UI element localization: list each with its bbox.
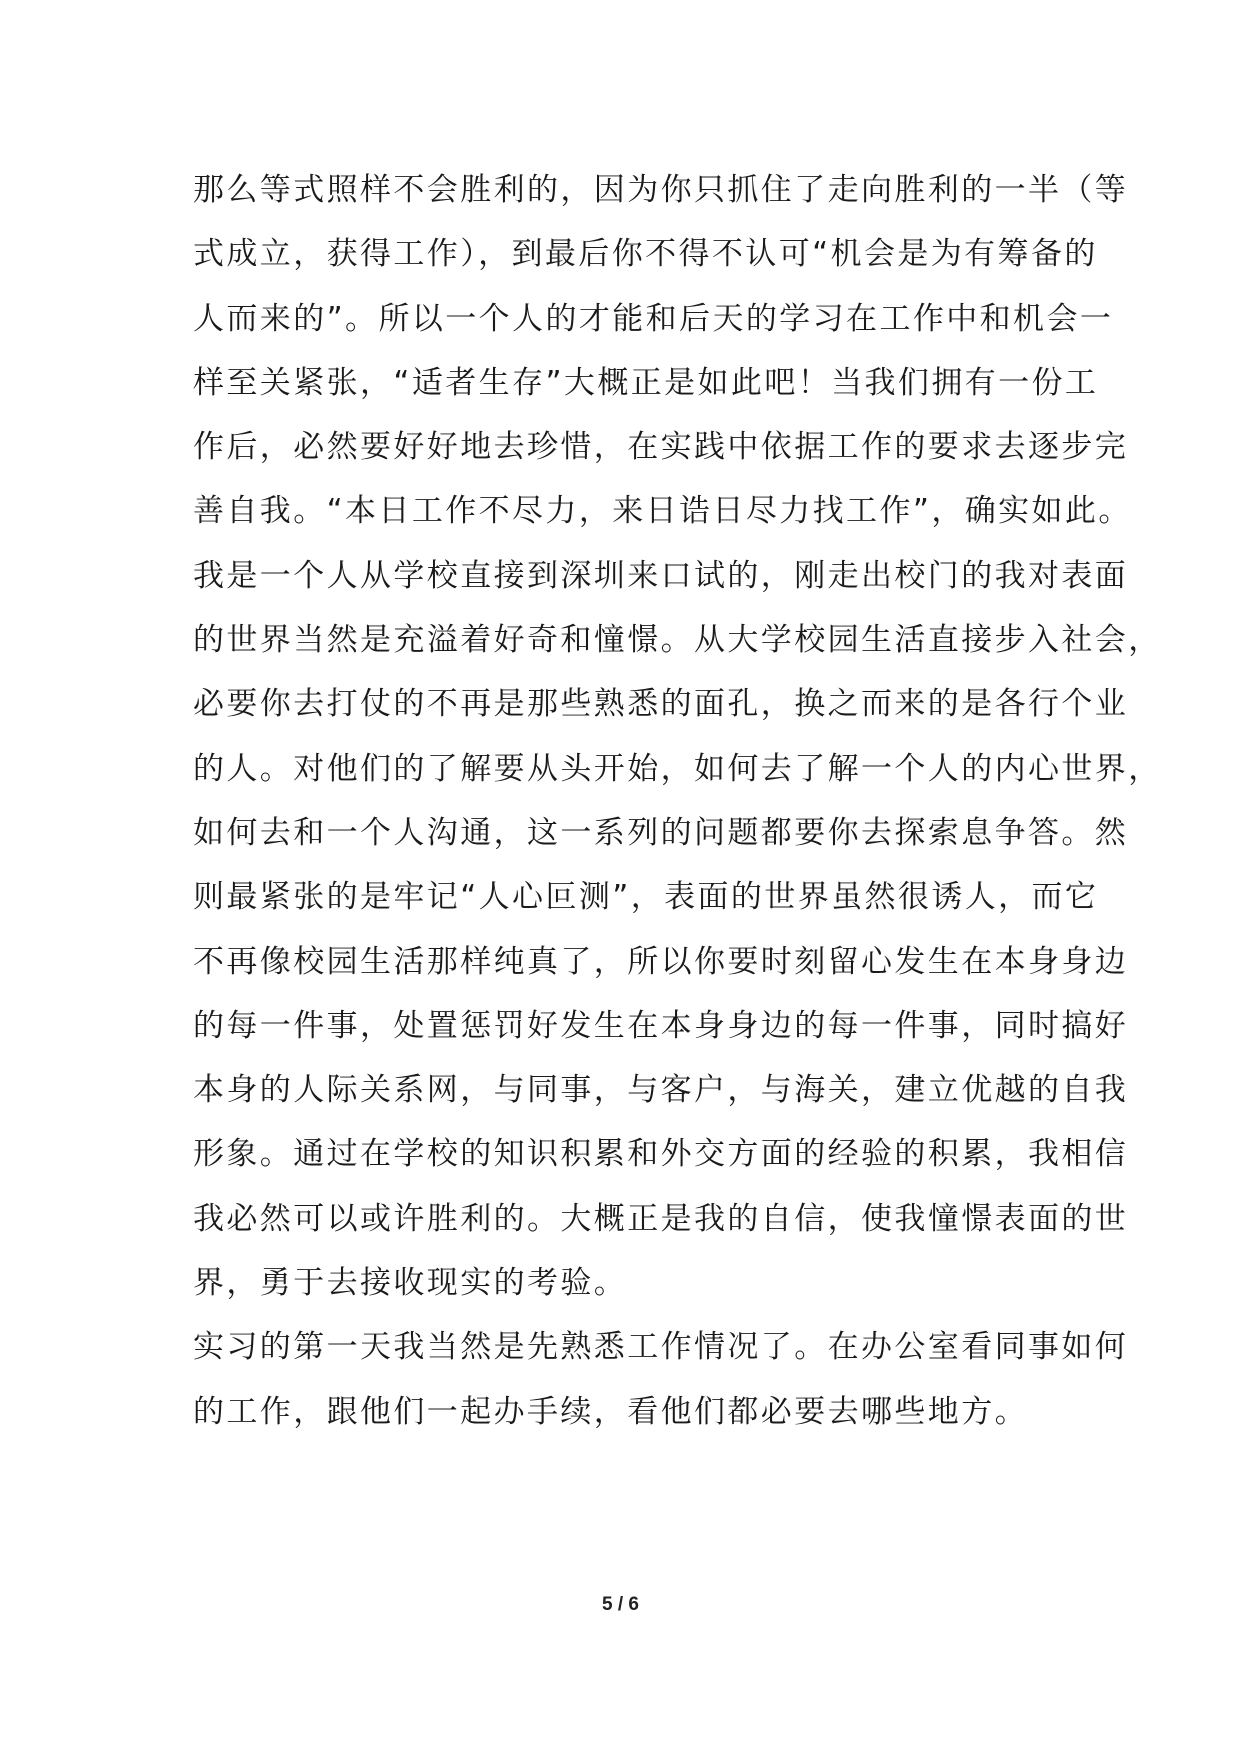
text-line: 形象。通过在学校的知识积累和外交方面的经验的积累，我相信 [193, 1136, 1129, 1173]
text-line: 的人。对他们的了解要从头开始，如何去了解一个人的内心世界， [193, 750, 1162, 787]
document-body [193, 158, 1162, 1444]
text-line: 则最紧张的是牢记“人心叵测”，表面的世界虽然很诱人，而它 [193, 879, 1099, 916]
text-line: 人而来的”。所以一个人的才能和后天的学习在工作中和机会一 [193, 300, 1114, 337]
text-line: 作后，必然要好好地去珍惜，在实践中依据工作的要求去逐步完 [193, 429, 1129, 466]
text-line: 我是一个人从学校直接到深圳来口试的，刚走出校门的我对表面 [193, 557, 1129, 594]
text-line: 那么等式照样不会胜利的，因为你只抓住了走向胜利的一半（等 [193, 172, 1129, 208]
text-line: 实习的第一天我当然是先熟悉工作情况了。在办公室看同事如何 [193, 1329, 1129, 1366]
text-line: 样至关紧张，“适者生存”大概正是如此吧！当我们拥有一份工 [193, 364, 1099, 401]
text-line: 的每一件事，处置惩罚好发生在本身身边的每一件事，同时搞好 [193, 1007, 1129, 1044]
text-line: 如何去和一个人沟通，这一系列的问题都要你去探索息争答。然 [193, 814, 1129, 851]
text-line: 善自我。“本日工作不尽力，来日诰日尽力找工作”，确实如此。 [193, 493, 1132, 530]
text-line: 式成立，获得工作），到最后你不得不认可“机会是为有筹备的 [193, 236, 1098, 273]
text-line: 我必然可以或许胜利的。大概正是我的自信，使我憧憬表面的世 [193, 1200, 1129, 1237]
page-number: 5 / 6 [602, 1594, 639, 1615]
text-line: 本身的人际关系网，与同事，与客户，与海关，建立优越的自我 [193, 1072, 1129, 1109]
text-line: 必要你去打仗的不再是那些熟悉的面孔，换之而来的是各行个业 [193, 686, 1129, 723]
text-line: 界，勇于去接收现实的考验。 [193, 1265, 628, 1302]
text-line: 不再像校园生活那样纯真了，所以你要时刻留心发生在本身身边 [193, 943, 1129, 980]
text-line: 的世界当然是充溢着好奇和憧憬。从大学校园生活直接步入社会， [193, 622, 1162, 659]
text-line: 的工作，跟他们一起办手续，看他们都必要去哪些地方。 [193, 1393, 1028, 1430]
